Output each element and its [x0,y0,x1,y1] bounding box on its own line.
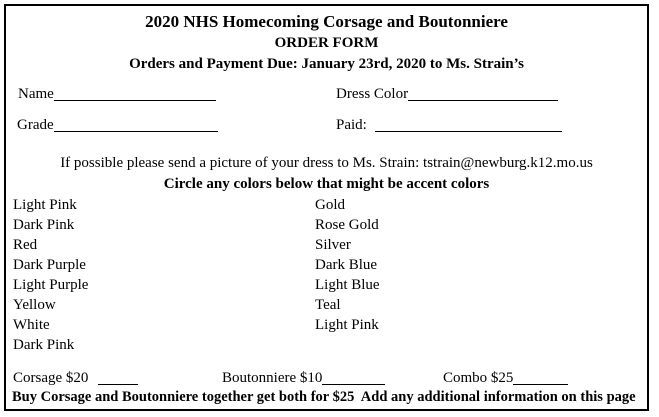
dress-picture-note: If possible please send a picture of your dress to Ms. Strain: tstrain@newburg.k12.mo.us [60,155,593,171]
color-option[interactable]: Gold [315,197,345,213]
dress-color-field [336,84,558,104]
boutonniere-price-field [222,368,385,388]
accent-colors-instruction: Circle any colors below that might be accent colors [163,176,490,192]
dress-color-label: Dress Color [336,86,409,102]
combo-price-field [443,368,568,388]
combo-blank-line[interactable] [513,370,568,385]
color-option[interactable]: Teal [315,297,341,313]
combo-price-label: Combo $25 [443,370,514,386]
color-option[interactable]: Light Blue [315,277,380,293]
accent-colors-left-list [13,195,88,355]
color-option[interactable]: Light Purple [13,277,89,293]
corsage-price-field [13,368,138,388]
corsage-blank-line[interactable] [98,370,138,385]
accent-colors-right-list [315,195,380,335]
name-label: Name [18,86,54,102]
color-option[interactable]: Dark Blue [315,257,378,273]
grade-label: Grade [17,117,54,133]
name-field [18,84,216,104]
color-option[interactable]: White [13,317,50,333]
form-title: 2020 NHS Homecoming Corsage and Boutonniere [145,12,508,31]
paid-label: Paid: [336,117,367,133]
color-option[interactable]: Dark Purple [13,257,86,273]
color-option[interactable]: Dark Pink [13,337,75,353]
paid-field [336,115,562,135]
combo-offer-footer: Buy Corsage and Boutonniere together get both for $25 Add any additional information on this page [12,389,636,405]
color-option[interactable]: Light Pink [315,317,379,333]
form-header [6,11,647,75]
corsage-price-label: Corsage $20 [13,370,89,386]
grade-blank-line[interactable] [54,117,218,132]
color-option[interactable]: Dark Pink [13,217,75,233]
color-option[interactable]: Light Pink [13,197,77,213]
boutonniere-blank-line[interactable] [322,370,385,385]
name-blank-line[interactable] [54,86,216,101]
dress-color-blank-line[interactable] [408,86,558,101]
form-subtitle: ORDER FORM [274,35,379,51]
color-option[interactable]: Rose Gold [315,217,379,233]
boutonniere-price-label: Boutonniere $10 [222,370,323,386]
color-option[interactable]: Yellow [13,297,56,313]
paid-blank-line[interactable] [375,117,562,132]
order-form-frame [4,4,649,411]
color-option[interactable]: Silver [315,237,351,253]
payment-due-line: Orders and Payment Due: January 23rd, 2020 to Ms. Strain’s [129,56,524,72]
grade-field [17,115,218,135]
color-option[interactable]: Red [13,237,38,253]
